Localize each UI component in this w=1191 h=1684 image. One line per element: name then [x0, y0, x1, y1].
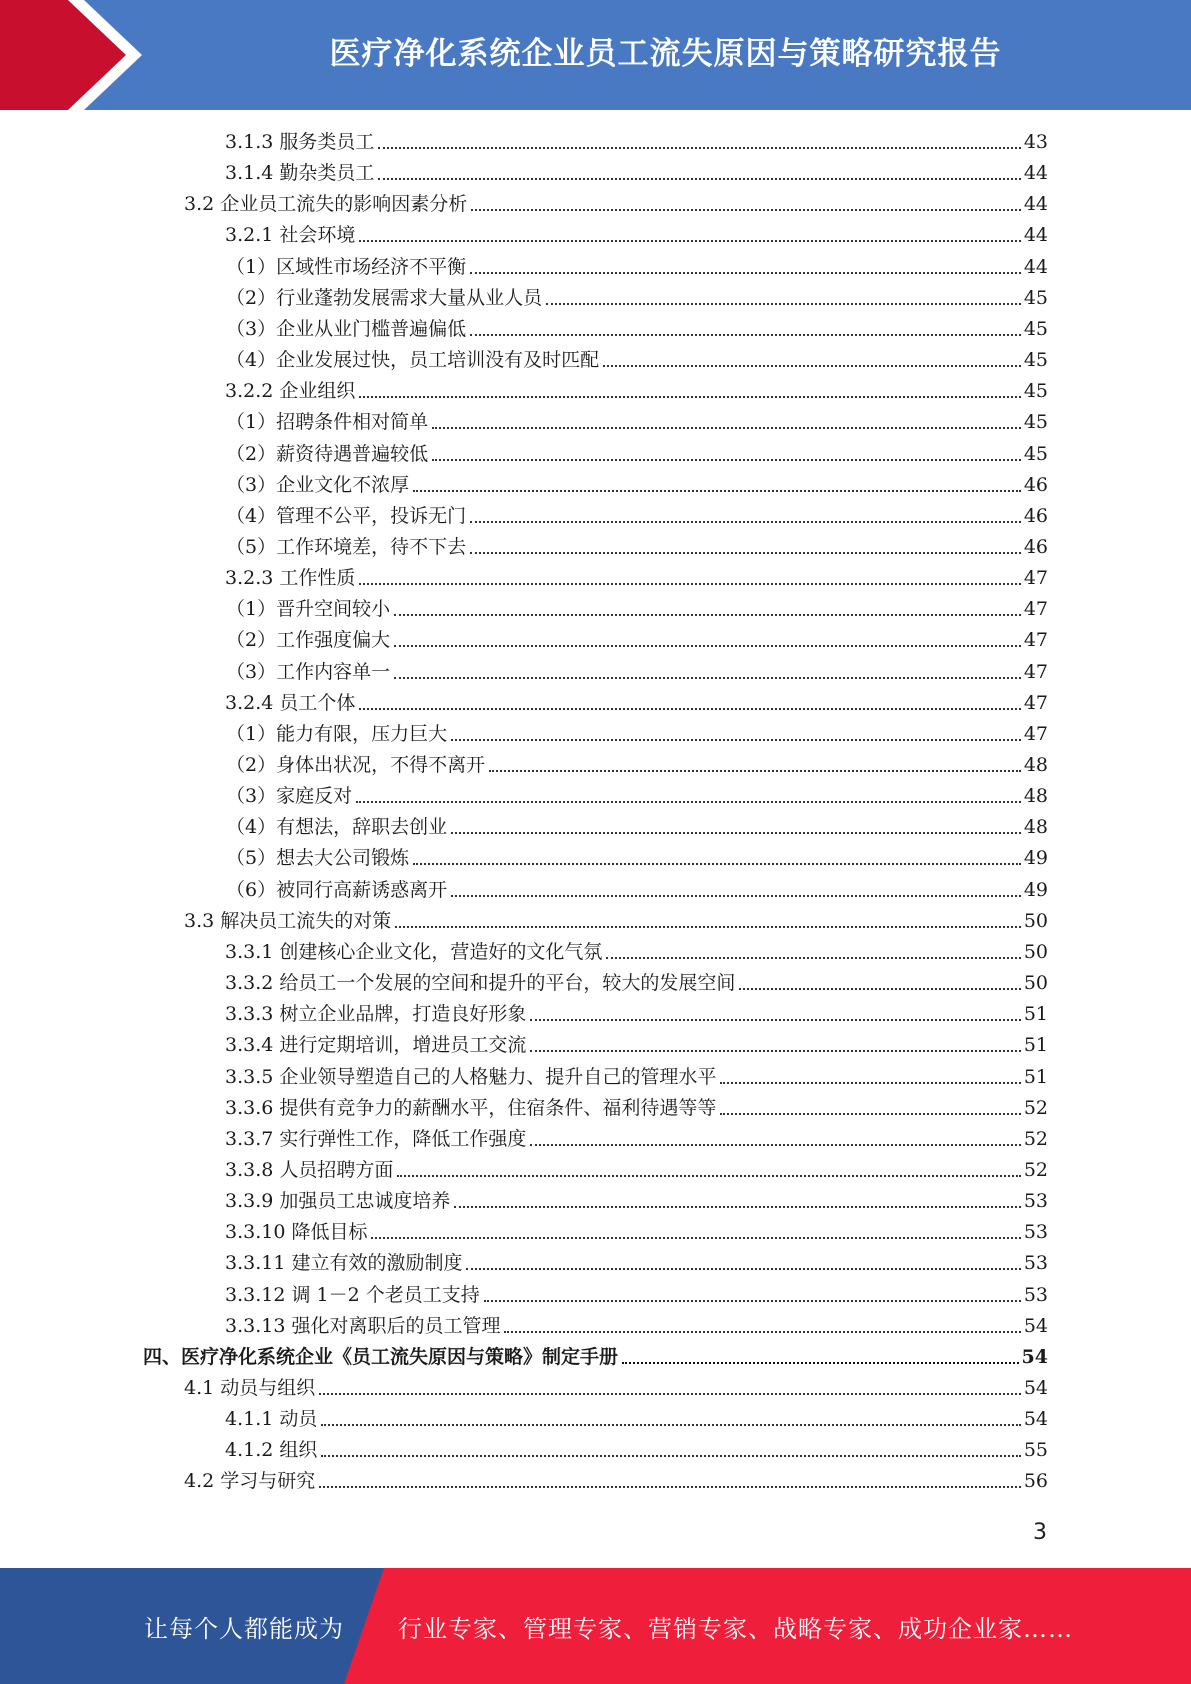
- toc-entry-title: （1）能力有限，压力巨大: [226, 722, 448, 745]
- toc-entry-title: （4）有想法，辞职去创业: [226, 816, 448, 839]
- toc-entry-page: 44: [1023, 162, 1048, 185]
- toc-entry-page: 48: [1023, 754, 1048, 776]
- toc-entry-page: 51: [1023, 1065, 1048, 1088]
- toc-entry-title: 3.3.4 进行定期培训，增进员工交流: [225, 1034, 527, 1057]
- toc-entry-page: 53: [1023, 1283, 1048, 1306]
- toc-entry-title: （5）工作环境差，待不下去: [226, 535, 467, 558]
- toc-entry[interactable]: [225, 127, 1048, 157]
- toc-entry-title: 3.1.3 服务类员工: [225, 131, 375, 153]
- toc-entry-title: 3.3 解决员工流失的对策: [184, 909, 392, 932]
- toc-entry-page: 54: [1023, 1314, 1048, 1337]
- toc-entry-title: 3.2.3 工作性质: [225, 567, 356, 590]
- toc-entry-page: 49: [1023, 847, 1048, 870]
- toc-entry[interactable]: [226, 812, 1048, 842]
- toc-entry-title: （2）身体出状况，不得不离开: [226, 754, 486, 776]
- toc-entry-page: 54: [1023, 1377, 1048, 1399]
- toc-entry-page: 53: [1023, 1190, 1048, 1213]
- toc-entry[interactable]: [225, 1217, 1048, 1247]
- toc-entry-page: 48: [1023, 785, 1048, 808]
- toc-entry[interactable]: [225, 1062, 1048, 1092]
- toc-entry-title: （6）被同行高薪诱惑离开: [226, 878, 448, 901]
- toc-leader-dots: [451, 832, 1021, 834]
- toc-entry-page: 45: [1023, 317, 1048, 340]
- toc-entry-page: 51: [1023, 1003, 1048, 1026]
- toc-entry-page: 44: [1023, 193, 1048, 216]
- toc-leader-dots: [471, 209, 1021, 211]
- toc-entry-page: 53: [1023, 1252, 1048, 1275]
- toc-leader-dots: [603, 365, 1021, 367]
- toc-entry[interactable]: [226, 781, 1048, 811]
- toc-entry[interactable]: [225, 1186, 1048, 1216]
- toc-entry-title: 3.3.3 树立企业品牌，打造良好形象: [225, 1003, 527, 1026]
- page-title: 医疗净化系统企业员工流失原因与策略研究报告: [329, 35, 1002, 72]
- toc-entry-title: （4）管理不公平，投诉无门: [226, 504, 467, 527]
- toc-entry-title: 3.3.1 创建核心企业文化，营造好的文化气氛: [225, 940, 603, 963]
- toc-entry[interactable]: [226, 314, 1048, 344]
- toc-entry-page: 50: [1023, 940, 1048, 963]
- toc-entry-title: 3.1.4 勤杂类员工: [225, 162, 375, 185]
- toc-entry-title: 3.3.2 给员工一个发展的空间和提升的平台，较大的发展空间: [225, 972, 736, 995]
- toc-entry-title: 3.3.13 强化对离职后的员工管理: [225, 1314, 501, 1337]
- toc-leader-dots: [394, 614, 1021, 616]
- toc-entry-page: 53: [1023, 1221, 1048, 1244]
- footer-slogan-right: 行业专家、管理专家、营销专家、战略专家、成功企业家……: [398, 1614, 1073, 1643]
- toc-leader-dots: [470, 521, 1021, 523]
- toc-entry-page: 45: [1023, 380, 1048, 403]
- toc-entry-page: 47: [1023, 722, 1048, 745]
- toc-leader-dots: [394, 645, 1021, 647]
- toc-leader-dots: [321, 1424, 1020, 1426]
- toc-entry[interactable]: [226, 345, 1048, 375]
- toc-entry-title: 3.3.8 人员招聘方面: [225, 1158, 394, 1181]
- toc-leader-dots: [413, 490, 1021, 492]
- page-header: [0, 0, 1191, 110]
- toc-entry-page: 44: [1023, 255, 1048, 278]
- toc-entry[interactable]: [225, 999, 1048, 1029]
- toc-leader-dots: [378, 147, 1020, 149]
- toc-entry[interactable]: [226, 407, 1048, 437]
- toc-leader-dots: [504, 1331, 1020, 1333]
- toc-leader-dots: [394, 677, 1021, 679]
- toc-entry[interactable]: [225, 1093, 1048, 1123]
- toc-entry-page: 45: [1023, 286, 1048, 309]
- toc-leader-dots: [321, 1455, 1020, 1457]
- toc-entry-title: 3.3.5 企业领导塑造自己的人格魅力、提升自己的管理水平: [225, 1065, 717, 1088]
- toc-entry-title: 3.3.11 建立有效的激励制度: [225, 1252, 463, 1275]
- toc-entry-page: 46: [1023, 535, 1048, 558]
- toc-entry-title: 3.3.9 加强员工忠诚度培养: [225, 1190, 451, 1213]
- toc-leader-dots: [546, 303, 1021, 305]
- toc-entry[interactable]: [225, 1030, 1048, 1060]
- toc-entry[interactable]: [184, 1466, 1048, 1496]
- toc-leader-dots: [359, 708, 1020, 710]
- toc-entry[interactable]: [226, 252, 1048, 282]
- toc-entry-title: 3.2.1 社会环境: [225, 224, 356, 247]
- toc-leader-dots: [530, 1050, 1020, 1052]
- toc-entry[interactable]: [225, 1311, 1048, 1341]
- toc-entry-page: 47: [1023, 567, 1048, 590]
- toc-entry-title: 3.3.7 实行弹性工作，降低工作强度: [225, 1127, 527, 1150]
- toc-entry-page: 47: [1023, 598, 1048, 621]
- toc-entry-page: 54: [1023, 1408, 1048, 1431]
- toc-entry-title: 4.1.1 动员: [225, 1408, 318, 1431]
- toc-leader-dots: [356, 801, 1021, 803]
- header-arrow-decoration: [0, 0, 150, 110]
- toc-leader-dots: [489, 770, 1021, 772]
- toc-entry-title: 3.3.12 调 1－2 个老员工支持: [225, 1283, 480, 1306]
- toc-leader-dots: [454, 1206, 1020, 1208]
- toc-entry-title: （3）工作内容单一: [226, 660, 391, 683]
- toc-entry[interactable]: [225, 937, 1048, 967]
- toc-leader-dots: [530, 1019, 1020, 1021]
- toc-leader-dots: [470, 334, 1021, 336]
- toc-entry[interactable]: [225, 1155, 1048, 1185]
- toc-entry-title: （2）工作强度偏大: [226, 629, 391, 652]
- toc-entry-page: 54: [1021, 1345, 1048, 1368]
- toc-leader-dots: [359, 240, 1020, 242]
- toc-entry[interactable]: [225, 1124, 1048, 1154]
- toc-entry-page: 47: [1023, 691, 1048, 714]
- toc-entry[interactable]: [226, 532, 1048, 562]
- toc-leader-dots: [470, 272, 1021, 274]
- toc-entry[interactable]: [226, 875, 1048, 905]
- toc-entry-title: （4）企业发展过快，员工培训没有及时匹配: [226, 349, 600, 372]
- toc-leader-dots: [319, 1486, 1021, 1488]
- toc-entry[interactable]: [226, 657, 1048, 687]
- toc-entry-page: 45: [1023, 411, 1048, 434]
- toc-leader-dots: [413, 863, 1021, 865]
- toc-entry[interactable]: [226, 470, 1048, 500]
- toc-entry-title: （3）家庭反对: [226, 785, 353, 808]
- toc-leader-dots: [484, 1300, 1021, 1302]
- page-number: 3: [1033, 1520, 1047, 1545]
- toc-entry[interactable]: [184, 906, 1048, 936]
- toc-entry[interactable]: [225, 220, 1048, 250]
- toc-entry-title: 4.1 动员与组织: [184, 1377, 316, 1399]
- toc-entry-page: 48: [1023, 816, 1048, 839]
- toc-leader-dots: [378, 178, 1020, 180]
- toc-entry[interactable]: [225, 1404, 1048, 1434]
- toc-entry-page: 56: [1023, 1470, 1048, 1493]
- toc-entry-page: 43: [1023, 131, 1048, 153]
- toc-leader-dots: [530, 1144, 1020, 1146]
- toc-entry-page: 45: [1023, 442, 1048, 465]
- toc-leader-dots: [319, 1393, 1021, 1395]
- toc-entry[interactable]: [226, 594, 1048, 624]
- toc-entry-page: 47: [1023, 629, 1048, 652]
- toc-entry-page: 51: [1023, 1034, 1048, 1057]
- toc-entry[interactable]: [226, 843, 1048, 873]
- toc-entry-page: 52: [1023, 1127, 1048, 1150]
- toc-entry-page: 50: [1023, 972, 1048, 995]
- toc-leader-dots: [371, 1237, 1020, 1239]
- toc-entry-page: 52: [1023, 1096, 1048, 1119]
- toc-entry[interactable]: [226, 625, 1048, 655]
- toc-entry-page: 46: [1023, 504, 1048, 527]
- toc-leader-dots: [432, 459, 1021, 461]
- toc-entry[interactable]: [143, 1342, 1048, 1372]
- toc-leader-dots: [622, 1362, 1019, 1364]
- toc-entry-page: 49: [1023, 878, 1048, 901]
- toc-leader-dots: [397, 1175, 1020, 1177]
- toc-entry-title: （2）薪资待遇普遍较低: [226, 442, 429, 465]
- toc-entry-title: 4.1.2 组织: [225, 1439, 318, 1462]
- toc-entry-page: 47: [1023, 660, 1048, 683]
- toc-leader-dots: [720, 1113, 1020, 1115]
- toc-entry[interactable]: [225, 563, 1048, 593]
- toc-entry[interactable]: [225, 1248, 1048, 1278]
- toc-entry-title: 3.2.2 企业组织: [225, 380, 356, 403]
- toc-entry-title: 3.3.10 降低目标: [225, 1221, 368, 1244]
- toc-entry-title: 3.2.4 员工个体: [225, 691, 356, 714]
- toc-entry[interactable]: [225, 688, 1048, 718]
- toc-entry-title: 4.2 学习与研究: [184, 1470, 316, 1493]
- toc-entry-page: 45: [1023, 349, 1048, 372]
- toc-leader-dots: [359, 583, 1020, 585]
- page-footer: [0, 1568, 1191, 1684]
- toc-leader-dots: [720, 1082, 1020, 1084]
- toc-entry[interactable]: [225, 158, 1048, 188]
- toc-leader-dots: [451, 739, 1021, 741]
- toc-entry[interactable]: [226, 750, 1048, 780]
- toc-entry-title: （1）晋升空间较小: [226, 598, 391, 621]
- toc-leader-dots: [466, 1268, 1020, 1270]
- toc-entry-page: 50: [1023, 909, 1048, 932]
- toc-leader-dots: [451, 895, 1021, 897]
- toc-entry[interactable]: [226, 283, 1048, 313]
- toc-leader-dots: [395, 926, 1021, 928]
- toc-entry-title: （3）企业从业门槛普遍偏低: [226, 317, 467, 340]
- toc-leader-dots: [470, 552, 1021, 554]
- toc-leader-dots: [739, 988, 1020, 990]
- toc-entry[interactable]: [184, 1373, 1048, 1403]
- toc-leader-dots: [432, 427, 1021, 429]
- toc-entry-title: （1）招聘条件相对简单: [226, 411, 429, 434]
- toc-entry-title: 3.2 企业员工流失的影响因素分析: [184, 193, 468, 216]
- toc-entry-page: 55: [1023, 1439, 1048, 1462]
- toc-entry[interactable]: [225, 1280, 1048, 1310]
- toc-entry[interactable]: [225, 968, 1048, 998]
- toc-entry-page: 52: [1023, 1158, 1048, 1181]
- toc-entry-title: 四、医疗净化系统企业《员工流失原因与策略》制定手册: [143, 1345, 619, 1368]
- toc-entry[interactable]: [226, 439, 1048, 469]
- toc-entry[interactable]: [226, 501, 1048, 531]
- toc-entry[interactable]: [184, 189, 1048, 219]
- toc-entry-title: （2）行业蓬勃发展需求大量从业人员: [226, 286, 543, 309]
- toc-entry-page: 44: [1023, 224, 1048, 247]
- toc-entry-title: 3.3.6 提供有竞争力的薪酬水平，住宿条件、福利待遇等等: [225, 1096, 717, 1119]
- toc-entry[interactable]: [225, 376, 1048, 406]
- footer-slogan-left: 让每个人都能成为: [144, 1614, 344, 1643]
- toc-entry[interactable]: [226, 719, 1048, 749]
- toc-entry[interactable]: [225, 1435, 1048, 1465]
- toc-entry-title: （3）企业文化不浓厚: [226, 473, 410, 496]
- toc-leader-dots: [359, 396, 1020, 398]
- toc-leader-dots: [606, 957, 1020, 959]
- toc-entry-page: 46: [1023, 473, 1048, 496]
- toc-entry-title: （1）区域性市场经济不平衡: [226, 255, 467, 278]
- toc-entry-title: （5）想去大公司锻炼: [226, 847, 410, 870]
